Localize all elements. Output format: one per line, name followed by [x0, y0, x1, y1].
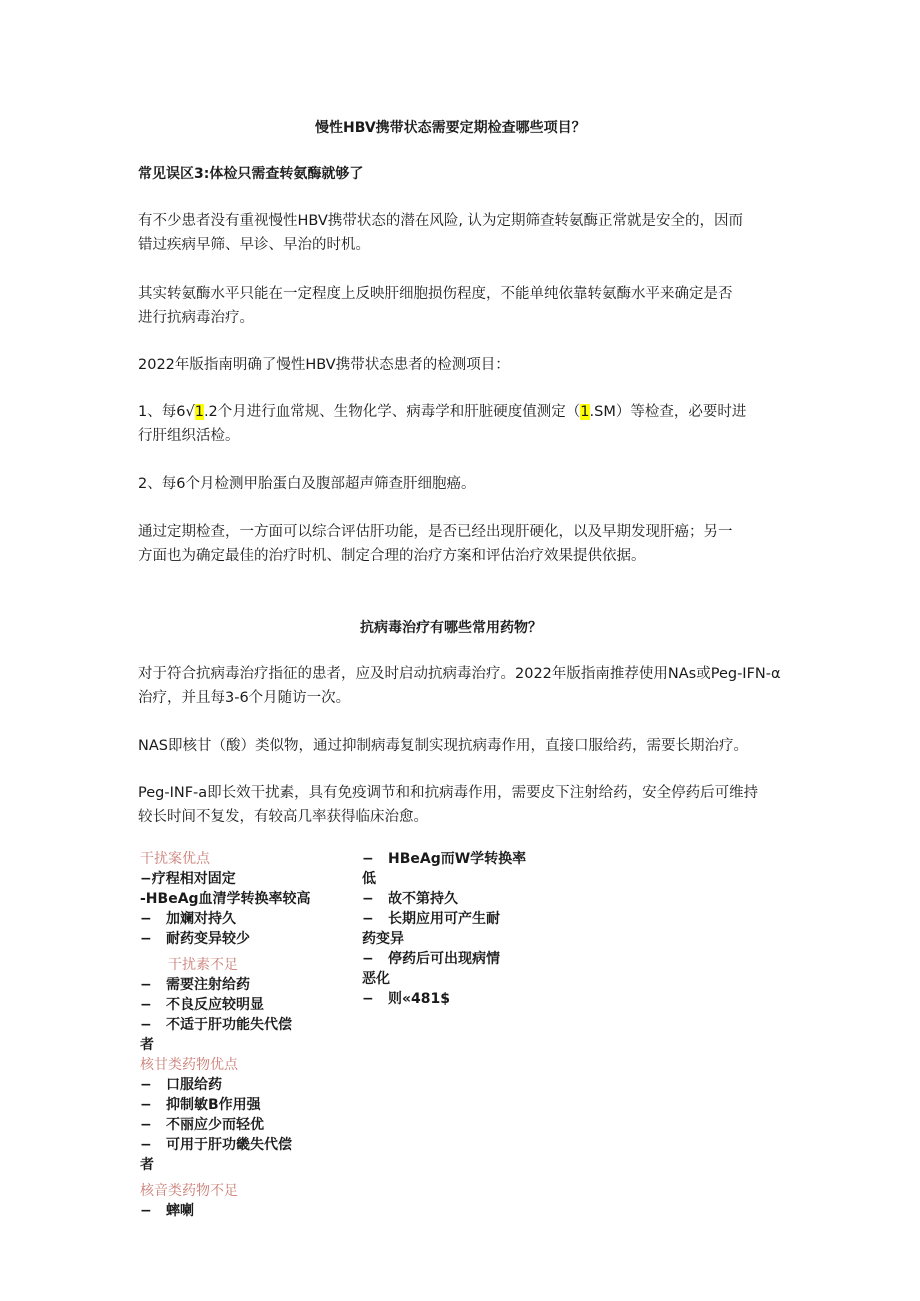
interferon-cons-heading: 干扰素不足: [168, 957, 238, 973]
paragraph-1-line-1: 有不少患者没有重视慢性HBV携带状态的潜在风险, 认为定期筛查转氨酶正常就是安全的，因而: [138, 213, 744, 229]
paragraph-5-line-2: 治疗，并且每3-6个月随访一次。: [138, 690, 351, 706]
list-item-text: 则«481$: [388, 991, 451, 1007]
list-item: [362, 989, 526, 1009]
list-item-text: 加斓对持久: [166, 911, 236, 927]
list-item-1-text-c: .2个月进行血常规、生物化学、病毒学和肝脏硬度值测定（: [203, 404, 581, 420]
paragraph-3: 2022年版指南明确了慢性HBV携带状态患者的检测项目：: [138, 357, 510, 373]
misconception-heading: 常见误区3:体检只需查转氨酶就够了: [138, 166, 364, 182]
dash-mark: −: [140, 977, 152, 993]
list-item: [140, 1075, 311, 1095]
dash-mark: −: [140, 1017, 152, 1033]
dash-mark: −: [140, 1203, 152, 1219]
list-item: -HBeAg血清学转换率较高: [140, 891, 311, 907]
highlight-mark: 1: [194, 404, 204, 420]
paragraph-4-line-2: 方面也为确定最佳的治疗时机、制定合理的治疗方案和评估治疗效果提供依据。: [138, 548, 646, 564]
list-item-text: 蟀喇: [166, 1203, 194, 1219]
dash-mark: −: [362, 851, 374, 867]
list-item: [362, 909, 526, 929]
right-column: [362, 849, 526, 1009]
dash-mark: −: [140, 1137, 152, 1153]
dash-mark: −: [140, 1097, 152, 1113]
dash-mark: −: [140, 1117, 152, 1133]
left-column: [140, 849, 311, 1221]
page-title-1: 慢性HBV携带状态需要定期检查哪些项目？: [315, 120, 586, 136]
paragraph-7-line-1: Peg-INF-a即长效干扰素，具有免疫调节和和抗病毒作用，需要皮下注射给药，安全停药后可维持: [138, 785, 759, 801]
list-item: [362, 949, 526, 969]
list-item: [140, 1095, 311, 1115]
paragraph-6: NAS即核甘（酸）类似物，通过抑制病毒复制实现抗病毒作用，直接口服给药，需要长期治疗。: [138, 738, 748, 754]
list-item-text: 抑制敏B作用强: [166, 1097, 261, 1113]
list-item: [140, 1115, 311, 1135]
list-item-text: 可用于肝功畿失代偿: [166, 1137, 292, 1153]
list-item-text: 故不第持久: [388, 891, 458, 907]
list-item: [140, 909, 311, 929]
list-item-continuation: 者: [140, 1037, 154, 1053]
page-title-2: 抗病毒治疗有哪些常用药物？: [360, 620, 542, 636]
dash-mark: −: [140, 997, 152, 1013]
nucleoside-pros-heading: 核甘类药物优点: [140, 1057, 238, 1073]
list-item-text: HBeAg而W学转换率: [388, 851, 527, 867]
paragraph-4: [138, 520, 733, 568]
paragraph-7-line-2: 较长时间不复发，有较高几率获得临床治愈。: [138, 809, 428, 825]
dash-mark: −: [362, 911, 374, 927]
paragraph-5-line-1: 对于符合抗病毒治疗指征的患者，应及时启动抗病毒治疗。2022年版指南推荐使用NAs或Peg-IFN-α: [138, 666, 781, 682]
list-item-continuation: 恶化: [362, 971, 390, 987]
list-item-1: [138, 400, 746, 448]
paragraph-5: [138, 662, 781, 710]
paragraph-2-line-2: 进行抗病毒治疗。: [138, 310, 254, 326]
list-item: [140, 929, 311, 949]
list-item-2: 2、每6个月检测甲胎蛋白及腹部超声筛查肝细胞癌。: [138, 476, 476, 492]
dash-mark: −: [362, 891, 374, 907]
paragraph-1-line-2: 错过疾病早筛、早诊、早治的时机。: [138, 237, 370, 253]
dash-mark: −: [362, 991, 374, 1007]
list-item-1-text-a: 1、每6√: [138, 404, 195, 420]
list-item-text: 不适于肝功能失代偿: [166, 1017, 292, 1033]
list-item: [362, 889, 526, 909]
list-item-1-line-1: [138, 400, 746, 424]
paragraph-4-line-1: 通过定期检查，一方面可以综合评估肝功能，是否已经出现肝硬化，以及早期发现肝癌；另一: [138, 524, 733, 540]
highlight-mark: 1: [580, 404, 590, 420]
paragraph-7: [138, 781, 758, 829]
list-item-text: 不良反应较明显: [166, 997, 264, 1013]
list-item: [140, 975, 311, 995]
list-item: −疗程相对固定: [140, 871, 236, 887]
list-item-text: 耐药变异较少: [166, 931, 250, 947]
dash-mark: −: [362, 951, 374, 967]
paragraph-2-line-1: 其实转氨酶水平只能在一定程度上反映肝细胞损伤程度，不能单纯依靠转氨酶水平来确定是否: [138, 286, 733, 302]
list-item-text: 口服给药: [166, 1077, 222, 1093]
list-item-text: 长期应用可产生耐: [388, 911, 500, 927]
list-item-1-line-2: 行肝组织活检。: [138, 428, 240, 444]
dash-mark: −: [140, 931, 152, 947]
list-item-text: 需要注射给药: [166, 977, 250, 993]
dash-mark: −: [140, 1077, 152, 1093]
paragraph-1: [138, 209, 743, 257]
list-item: [140, 995, 311, 1015]
list-item-text: 停药后可出现病情: [388, 951, 500, 967]
list-item-continuation: 低: [362, 871, 376, 887]
list-item: [140, 1015, 311, 1035]
list-item: [140, 1201, 311, 1221]
paragraph-2: [138, 282, 733, 330]
nucleoside-cons-heading: 核音类药物不足: [140, 1183, 238, 1199]
list-item: [140, 1135, 311, 1155]
list-item-continuation: 者: [140, 1157, 154, 1173]
list-item-1-text-e: .SM）等检查，必要时进: [589, 404, 747, 420]
list-item-continuation: 药变异: [362, 931, 404, 947]
list-item-text: 不丽应少而轻优: [166, 1117, 264, 1133]
dash-mark: −: [140, 911, 152, 927]
interferon-pros-heading: 干扰案优点: [140, 851, 210, 867]
list-item: [362, 849, 526, 869]
